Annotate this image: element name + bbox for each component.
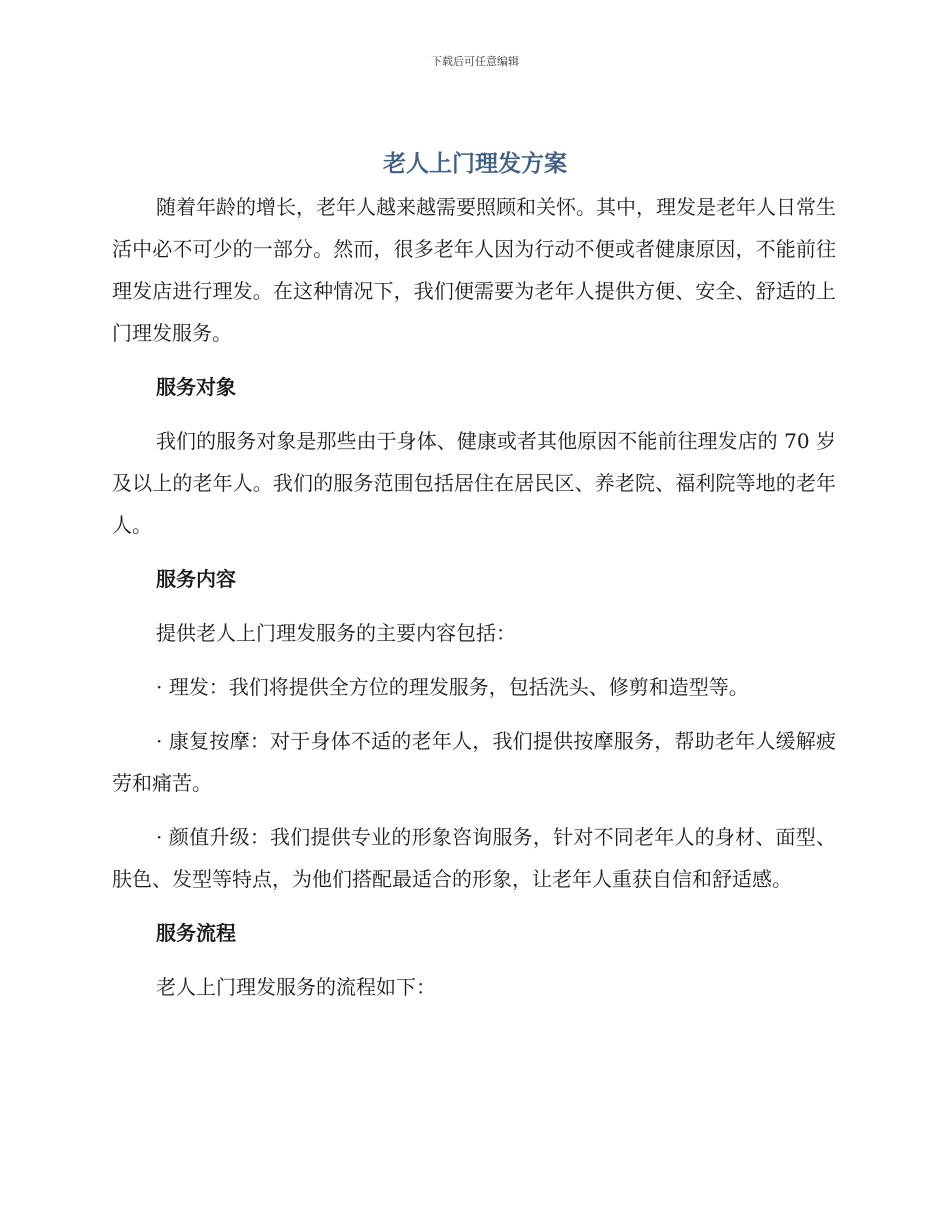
section-heading-content: 服务内容 [156,567,236,591]
section-heading-process: 服务流程 [156,921,236,945]
process-lead-paragraph: 老人上门理发服务的流程如下： [156,975,436,999]
intro-paragraph: 随着年龄的增长，老年人越来越需要照顾和关怀。其中，理发是老年人日常生活中必不可少的一部分。然而，很多老年人因为行动不便或者健康原因，不能前往理发店进行理发。在这种情况下，我们便需要为老年人提供方便、安全、舒适的上门理发服务。 [112,195,836,345]
document-title: 老人上门理发方案 [383,151,567,177]
content-lead-paragraph: 提供老人上门理发服务的主要内容包括： [156,621,516,645]
content-item-haircut: · 理发：我们将提供全方位的理发服务，包括洗头、修剪和造型等。 [156,675,749,699]
document-body [112,186,836,1008]
section-heading-target: 服务对象 [156,375,236,399]
content-item-image-upgrade: · 颜值升级：我们提供专业的形象咨询服务，针对不同老年人的身材、面型、肤色、发型等特点，为他们搭配最适合的形象，让老年人重获自信和舒适感。 [112,825,836,891]
target-paragraph: 我们的服务对象是那些由于身体、健康或者其他原因不能前往理发店的 70 岁及以上的老年人。我们的服务范围包括居住在居民区、养老院、福利院等地的老年人。 [112,429,836,537]
header-note: 下载后可任意编辑 [431,55,519,68]
content-item-massage: · 康复按摩：对于身体不适的老年人，我们提供按摩服务，帮助老年人缓解疲劳和痛苦。 [112,729,836,795]
